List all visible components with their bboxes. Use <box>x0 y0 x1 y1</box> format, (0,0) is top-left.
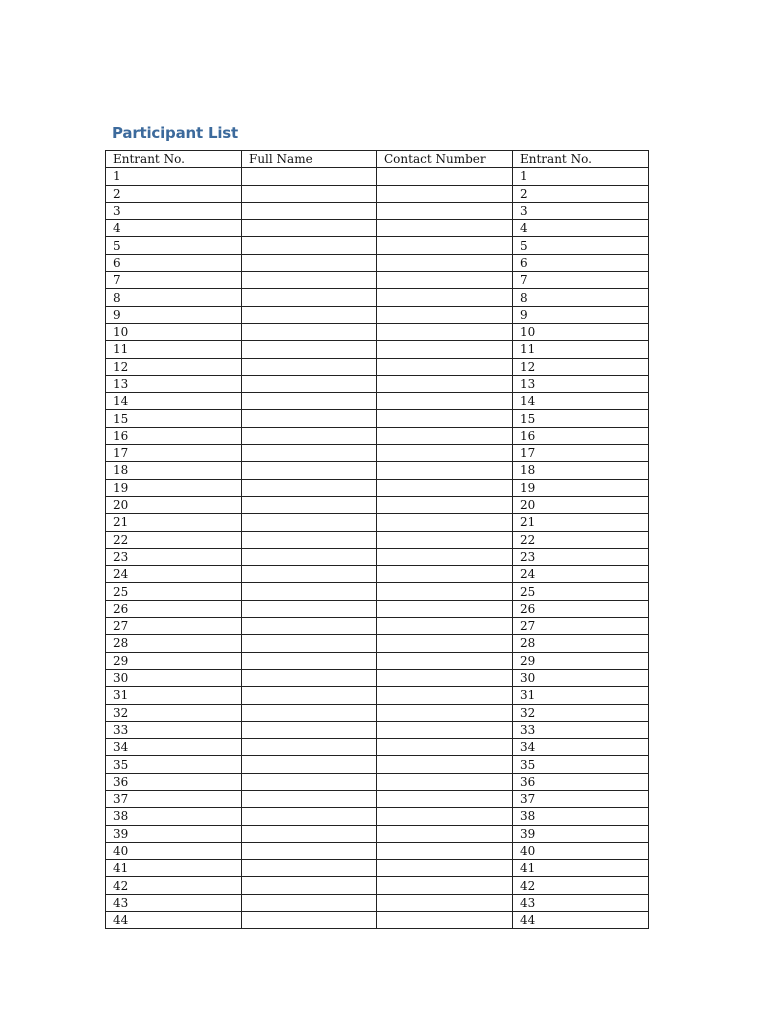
entrant-no-cell-2: 3 <box>513 202 649 219</box>
table-row <box>106 548 649 565</box>
entrant-no-cell: 21 <box>106 514 242 531</box>
entrant-no-cell: 14 <box>106 393 242 410</box>
table-row <box>106 721 649 738</box>
contact-number-cell[interactable] <box>377 237 513 254</box>
contact-number-cell[interactable] <box>377 427 513 444</box>
table-row <box>106 618 649 635</box>
entrant-no-cell-2: 32 <box>513 704 649 721</box>
full-name-cell[interactable] <box>242 323 377 340</box>
entrant-no-cell: 2 <box>106 185 242 202</box>
contact-number-cell[interactable] <box>377 756 513 773</box>
contact-number-cell[interactable] <box>377 168 513 185</box>
contact-number-cell[interactable] <box>377 548 513 565</box>
table-row <box>106 306 649 323</box>
full-name-cell[interactable] <box>242 756 377 773</box>
contact-number-cell[interactable] <box>377 202 513 219</box>
table-row <box>106 445 649 462</box>
contact-number-cell[interactable] <box>377 600 513 617</box>
contact-number-cell[interactable] <box>377 358 513 375</box>
full-name-cell[interactable] <box>242 687 377 704</box>
full-name-cell[interactable] <box>242 635 377 652</box>
contact-number-cell[interactable] <box>377 877 513 894</box>
entrant-no-cell-2: 16 <box>513 427 649 444</box>
full-name-cell[interactable] <box>242 704 377 721</box>
contact-number-cell[interactable] <box>377 323 513 340</box>
table-row <box>106 531 649 548</box>
table-row <box>106 566 649 583</box>
full-name-cell[interactable] <box>242 877 377 894</box>
entrant-no-cell: 7 <box>106 272 242 289</box>
contact-number-cell[interactable] <box>377 618 513 635</box>
full-name-cell[interactable] <box>242 254 377 271</box>
entrant-no-cell-2: 14 <box>513 393 649 410</box>
table-row <box>106 652 649 669</box>
entrant-no-cell: 30 <box>106 669 242 686</box>
entrant-no-cell: 10 <box>106 323 242 340</box>
entrant-no-cell-2: 18 <box>513 462 649 479</box>
entrant-no-cell-2: 11 <box>513 341 649 358</box>
table-row <box>106 479 649 496</box>
full-name-cell[interactable] <box>242 462 377 479</box>
contact-number-cell[interactable] <box>377 289 513 306</box>
full-name-cell[interactable] <box>242 600 377 617</box>
table-row <box>106 254 649 271</box>
contact-number-cell[interactable] <box>377 860 513 877</box>
entrant-no-cell: 22 <box>106 531 242 548</box>
full-name-cell[interactable] <box>242 548 377 565</box>
contact-number-cell[interactable] <box>377 808 513 825</box>
table-row <box>106 739 649 756</box>
table-row <box>106 635 649 652</box>
entrant-no-cell-2: 12 <box>513 358 649 375</box>
full-name-cell[interactable] <box>242 721 377 738</box>
contact-number-cell[interactable] <box>377 721 513 738</box>
entrant-no-cell: 33 <box>106 721 242 738</box>
entrant-no-cell: 1 <box>106 168 242 185</box>
table-row <box>106 600 649 617</box>
entrant-no-cell-2: 35 <box>513 756 649 773</box>
table-row <box>106 842 649 859</box>
entrant-no-cell: 39 <box>106 825 242 842</box>
entrant-no-cell-2: 37 <box>513 790 649 807</box>
entrant-no-cell-2: 8 <box>513 289 649 306</box>
contact-number-cell[interactable] <box>377 652 513 669</box>
table-row <box>106 393 649 410</box>
full-name-cell[interactable] <box>242 272 377 289</box>
entrant-no-cell-2: 31 <box>513 687 649 704</box>
table-row <box>106 790 649 807</box>
table-row <box>106 514 649 531</box>
entrant-no-cell: 9 <box>106 306 242 323</box>
full-name-cell[interactable] <box>242 860 377 877</box>
entrant-no-cell-2: 15 <box>513 410 649 427</box>
table-row <box>106 825 649 842</box>
entrant-no-cell: 35 <box>106 756 242 773</box>
full-name-cell[interactable] <box>242 669 377 686</box>
entrant-no-cell: 27 <box>106 618 242 635</box>
entrant-no-cell: 8 <box>106 289 242 306</box>
full-name-cell[interactable] <box>242 410 377 427</box>
entrant-no-cell-2: 39 <box>513 825 649 842</box>
entrant-no-cell-2: 7 <box>513 272 649 289</box>
table-row <box>106 496 649 513</box>
full-name-cell[interactable] <box>242 773 377 790</box>
table-row <box>106 912 649 929</box>
entrant-no-cell: 6 <box>106 254 242 271</box>
entrant-no-cell-2: 6 <box>513 254 649 271</box>
table-row <box>106 375 649 392</box>
contact-number-cell[interactable] <box>377 894 513 911</box>
full-name-cell[interactable] <box>242 618 377 635</box>
entrant-no-cell-2: 33 <box>513 721 649 738</box>
full-name-cell[interactable] <box>242 825 377 842</box>
entrant-no-cell-2: 4 <box>513 220 649 237</box>
entrant-no-cell-2: 13 <box>513 375 649 392</box>
entrant-no-cell-2: 43 <box>513 894 649 911</box>
contact-number-cell[interactable] <box>377 410 513 427</box>
contact-number-cell[interactable] <box>377 462 513 479</box>
contact-number-cell[interactable] <box>377 341 513 358</box>
entrant-no-cell: 11 <box>106 341 242 358</box>
contact-number-cell[interactable] <box>377 479 513 496</box>
entrant-no-cell: 26 <box>106 600 242 617</box>
entrant-no-cell: 12 <box>106 358 242 375</box>
entrant-no-cell-2: 28 <box>513 635 649 652</box>
table-row <box>106 894 649 911</box>
table-row <box>106 168 649 185</box>
entrant-no-cell: 40 <box>106 842 242 859</box>
full-name-cell[interactable] <box>242 739 377 756</box>
contact-number-cell[interactable] <box>377 739 513 756</box>
entrant-no-cell: 20 <box>106 496 242 513</box>
contact-number-cell[interactable] <box>377 445 513 462</box>
entrant-no-cell-2: 9 <box>513 306 649 323</box>
entrant-no-cell-2: 40 <box>513 842 649 859</box>
entrant-no-cell: 43 <box>106 894 242 911</box>
entrant-no-cell-2: 25 <box>513 583 649 600</box>
table-row <box>106 237 649 254</box>
full-name-cell[interactable] <box>242 427 377 444</box>
full-name-cell[interactable] <box>242 358 377 375</box>
full-name-cell[interactable] <box>242 566 377 583</box>
contact-number-cell[interactable] <box>377 185 513 202</box>
full-name-cell[interactable] <box>242 514 377 531</box>
contact-number-cell[interactable] <box>377 704 513 721</box>
contact-number-cell[interactable] <box>377 220 513 237</box>
entrant-no-cell-2: 36 <box>513 773 649 790</box>
entrant-no-cell-2: 44 <box>513 912 649 929</box>
full-name-cell[interactable] <box>242 808 377 825</box>
entrant-no-cell-2: 41 <box>513 860 649 877</box>
table-header-row <box>106 151 649 168</box>
table-row <box>106 669 649 686</box>
contact-number-cell[interactable] <box>377 254 513 271</box>
header-full-name: Full Name <box>242 151 377 168</box>
table-row <box>106 462 649 479</box>
table-row <box>106 704 649 721</box>
entrant-no-cell: 17 <box>106 445 242 462</box>
entrant-no-cell-2: 5 <box>513 237 649 254</box>
full-name-cell[interactable] <box>242 583 377 600</box>
table-row <box>106 323 649 340</box>
contact-number-cell[interactable] <box>377 514 513 531</box>
entrant-no-cell-2: 30 <box>513 669 649 686</box>
contact-number-cell[interactable] <box>377 669 513 686</box>
table-row <box>106 427 649 444</box>
entrant-no-cell-2: 27 <box>513 618 649 635</box>
header-entrant-no: Entrant No. <box>106 151 242 168</box>
full-name-cell[interactable] <box>242 375 377 392</box>
full-name-cell[interactable] <box>242 393 377 410</box>
entrant-no-cell-2: 24 <box>513 566 649 583</box>
entrant-no-cell: 42 <box>106 877 242 894</box>
entrant-no-cell: 32 <box>106 704 242 721</box>
entrant-no-cell: 34 <box>106 739 242 756</box>
entrant-no-cell: 16 <box>106 427 242 444</box>
entrant-no-cell: 41 <box>106 860 242 877</box>
entrant-no-cell: 24 <box>106 566 242 583</box>
entrant-no-cell: 31 <box>106 687 242 704</box>
document-title: Participant List <box>112 124 238 142</box>
contact-number-cell[interactable] <box>377 375 513 392</box>
entrant-no-cell-2: 20 <box>513 496 649 513</box>
table-body <box>106 168 649 929</box>
full-name-cell[interactable] <box>242 479 377 496</box>
entrant-no-cell: 25 <box>106 583 242 600</box>
entrant-no-cell: 23 <box>106 548 242 565</box>
table-row <box>106 341 649 358</box>
table-row <box>106 808 649 825</box>
table-row <box>106 202 649 219</box>
table-row <box>106 773 649 790</box>
table-row <box>106 220 649 237</box>
entrant-no-cell-2: 1 <box>513 168 649 185</box>
entrant-no-cell-2: 38 <box>513 808 649 825</box>
header-entrant-no-2: Entrant No. <box>513 151 649 168</box>
entrant-no-cell: 19 <box>106 479 242 496</box>
entrant-no-cell-2: 34 <box>513 739 649 756</box>
table-row <box>106 583 649 600</box>
entrant-no-cell: 37 <box>106 790 242 807</box>
contact-number-cell[interactable] <box>377 393 513 410</box>
table-row <box>106 185 649 202</box>
full-name-cell[interactable] <box>242 842 377 859</box>
full-name-cell[interactable] <box>242 496 377 513</box>
entrant-no-cell-2: 19 <box>513 479 649 496</box>
table-row <box>106 860 649 877</box>
full-name-cell[interactable] <box>242 237 377 254</box>
full-name-cell[interactable] <box>242 912 377 929</box>
contact-number-cell[interactable] <box>377 842 513 859</box>
full-name-cell[interactable] <box>242 185 377 202</box>
contact-number-cell[interactable] <box>377 583 513 600</box>
table-row <box>106 410 649 427</box>
header-contact-number: Contact Number <box>377 151 513 168</box>
table-row <box>106 687 649 704</box>
entrant-no-cell: 15 <box>106 410 242 427</box>
entrant-no-cell-2: 17 <box>513 445 649 462</box>
contact-number-cell[interactable] <box>377 272 513 289</box>
table-row <box>106 272 649 289</box>
full-name-cell[interactable] <box>242 168 377 185</box>
contact-number-cell[interactable] <box>377 635 513 652</box>
full-name-cell[interactable] <box>242 445 377 462</box>
full-name-cell[interactable] <box>242 289 377 306</box>
table-row <box>106 877 649 894</box>
full-name-cell[interactable] <box>242 531 377 548</box>
contact-number-cell[interactable] <box>377 496 513 513</box>
contact-number-cell[interactable] <box>377 566 513 583</box>
entrant-no-cell: 13 <box>106 375 242 392</box>
contact-number-cell[interactable] <box>377 825 513 842</box>
entrant-no-cell-2: 23 <box>513 548 649 565</box>
entrant-no-cell-2: 22 <box>513 531 649 548</box>
table-row <box>106 756 649 773</box>
full-name-cell[interactable] <box>242 790 377 807</box>
entrant-no-cell-2: 26 <box>513 600 649 617</box>
contact-number-cell[interactable] <box>377 306 513 323</box>
entrant-no-cell: 4 <box>106 220 242 237</box>
entrant-no-cell: 44 <box>106 912 242 929</box>
table-row <box>106 358 649 375</box>
entrant-no-cell-2: 21 <box>513 514 649 531</box>
full-name-cell[interactable] <box>242 306 377 323</box>
entrant-no-cell: 28 <box>106 635 242 652</box>
contact-number-cell[interactable] <box>377 912 513 929</box>
entrant-no-cell-2: 42 <box>513 877 649 894</box>
contact-number-cell[interactable] <box>377 790 513 807</box>
contact-number-cell[interactable] <box>377 687 513 704</box>
entrant-no-cell: 36 <box>106 773 242 790</box>
full-name-cell[interactable] <box>242 894 377 911</box>
entrant-no-cell-2: 10 <box>513 323 649 340</box>
full-name-cell[interactable] <box>242 202 377 219</box>
entrant-no-cell: 29 <box>106 652 242 669</box>
entrant-no-cell: 38 <box>106 808 242 825</box>
full-name-cell[interactable] <box>242 652 377 669</box>
full-name-cell[interactable] <box>242 220 377 237</box>
full-name-cell[interactable] <box>242 341 377 358</box>
entrant-no-cell: 5 <box>106 237 242 254</box>
entrant-no-cell: 3 <box>106 202 242 219</box>
table-row <box>106 289 649 306</box>
contact-number-cell[interactable] <box>377 531 513 548</box>
entrant-no-cell-2: 2 <box>513 185 649 202</box>
contact-number-cell[interactable] <box>377 773 513 790</box>
participant-table <box>105 150 649 929</box>
entrant-no-cell-2: 29 <box>513 652 649 669</box>
entrant-no-cell: 18 <box>106 462 242 479</box>
